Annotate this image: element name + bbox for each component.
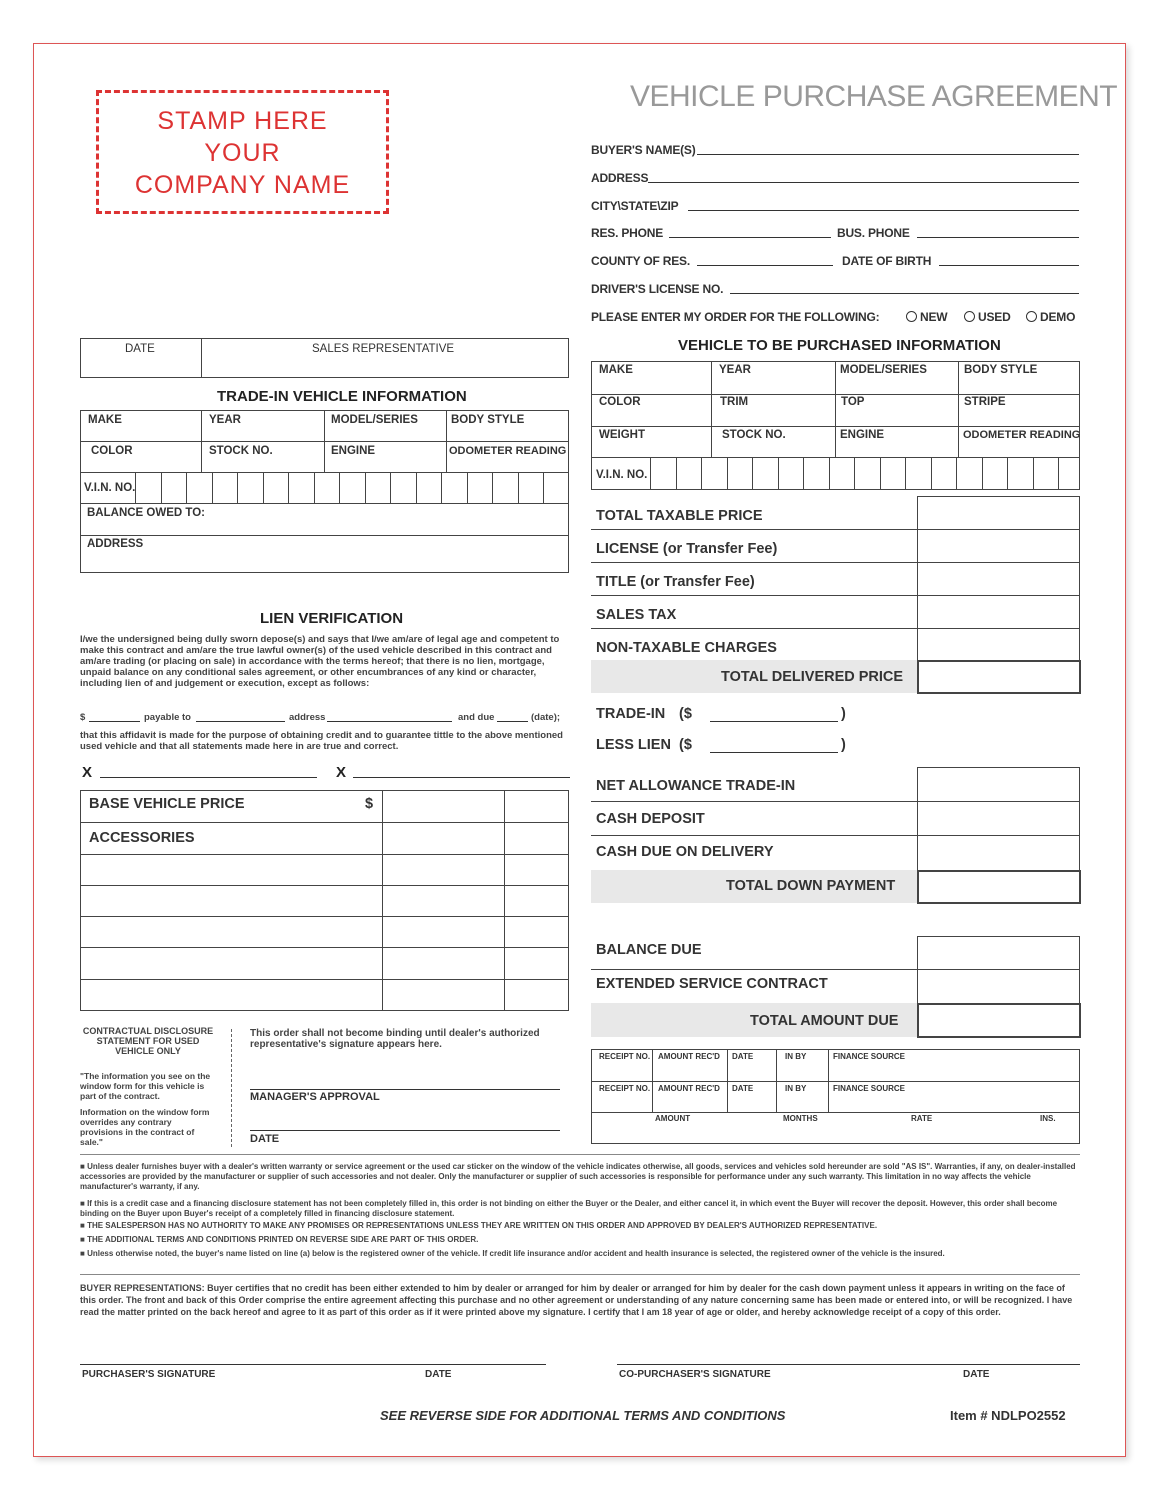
disclosure-p2: Information on the window form overrides any contrary provisions in the contract of sale."	[80, 1107, 210, 1147]
license-field[interactable]	[730, 293, 1079, 294]
divider	[711, 361, 712, 457]
vin-cell[interactable]	[905, 457, 906, 490]
price-values-3	[917, 936, 1080, 1004]
vehicle-color-label: COLOR	[599, 396, 641, 408]
less-lien-label: LESS LIEN	[596, 737, 671, 753]
res-phone-field[interactable]	[669, 237, 831, 238]
lien-due: and due	[458, 712, 495, 723]
trade-year-label: YEAR	[209, 414, 241, 426]
dob-label: DATE OF BIRTH	[842, 254, 932, 268]
term-2: ■ If this is a credit case and a financing disclosure statement has not been completely filled in, this order is not binding on either the Buyer or the Dealer, and either cancel it, in which event the Buyer will recover the deposit. However, this order shall become binding on the Buyer upon Buyer's receipt of a completely filled in financing disclosure statement.	[80, 1199, 1058, 1218]
amount-due-value[interactable]	[917, 1003, 1081, 1038]
vehicle-trim-label: TRIM	[720, 396, 749, 408]
vin-cell[interactable]	[339, 472, 340, 503]
buyer-name-label: BUYER'S NAME(S)	[591, 143, 696, 157]
vehicle-year-label: YEAR	[719, 364, 751, 376]
vin-cell[interactable]	[676, 457, 677, 490]
receipt-date-label-2: DATE	[732, 1084, 754, 1093]
amount-label: AMOUNT	[655, 1114, 691, 1123]
vin-cell[interactable]	[854, 457, 855, 490]
divider	[958, 361, 959, 457]
sales-tax-label: SALES TAX	[596, 607, 677, 623]
license-label: DRIVER'S LICENSE NO.	[591, 282, 724, 296]
dob-field[interactable]	[939, 265, 1079, 266]
trade-in-title: TRADE-IN VEHICLE INFORMATION	[217, 388, 467, 405]
price-values-2	[917, 767, 1080, 871]
lien-title: LIEN VERIFICATION	[260, 610, 404, 627]
vin-cell[interactable]	[288, 472, 289, 503]
divider	[201, 410, 202, 472]
vin-cell[interactable]	[441, 472, 442, 503]
divider	[382, 790, 383, 1011]
buyer-name-field[interactable]	[697, 154, 1079, 155]
divider	[80, 503, 569, 504]
disclosure-p1: "The information you see on the window form for this vehicle is part of the contract.	[80, 1071, 211, 1101]
affidavit-text: that this affidavit is made for the purpose of obtaining credit and to guarantee tittle to the above mentioned used vehicle and that all statements made here in are true and correct.	[80, 730, 563, 752]
county-field[interactable]	[697, 265, 833, 266]
vin-cell[interactable]	[1033, 457, 1034, 490]
vin-cell[interactable]	[135, 472, 136, 503]
stamp-line-2: YOUR	[204, 139, 281, 167]
price-values-1	[917, 496, 1080, 661]
balance-due-label: BALANCE DUE	[596, 942, 702, 958]
vehicle-stripe-label: STRIPE	[964, 396, 1006, 408]
divider	[591, 628, 917, 629]
vehicle-engine-label: ENGINE	[840, 429, 885, 441]
trade-vin-label: V.I.N. NO.	[84, 482, 136, 494]
vin-cell[interactable]	[212, 472, 213, 503]
reverse-side-note: SEE REVERSE SIDE FOR ADDITIONAL TERMS AND CONDITIONS	[380, 1408, 786, 1423]
lien-payable: payable to	[144, 712, 191, 723]
vin-cell[interactable]	[263, 472, 264, 503]
divider	[446, 410, 447, 472]
base-price-dollar: $	[365, 796, 374, 812]
receipt-no-label-2: RECEIPT NO.	[599, 1084, 651, 1093]
vin-cell[interactable]	[314, 472, 315, 503]
divider	[917, 595, 1080, 596]
trade-stock-label: STOCK NO.	[209, 445, 273, 457]
address-label: ADDRESS	[591, 171, 649, 185]
vin-cell[interactable]	[650, 457, 651, 490]
vin-cell[interactable]	[161, 472, 162, 503]
option-demo-label: DEMO	[1040, 310, 1076, 324]
stamp-line-1: STAMP HERE	[157, 107, 328, 135]
divider	[504, 790, 505, 1011]
vehicle-weight-label: WEIGHT	[599, 429, 645, 441]
address-field[interactable]	[648, 182, 1079, 183]
divider	[591, 562, 917, 563]
divider	[80, 854, 569, 855]
divider	[80, 885, 569, 886]
term-3: ■ THE SALESPERSON HAS NO AUTHORITY TO MAKE ANY PROMISES OR REPRESENTATIONS UNLESS THEY ARE WRITTEN ON THIS ORDER AND APPROVED BY DEALER'S AUTHORIZED REPRESENTATIVE.	[80, 1221, 878, 1230]
vin-cell[interactable]	[778, 457, 779, 490]
trade-engine-label: ENGINE	[331, 445, 376, 457]
balance-owed-label: BALANCE OWED TO:	[87, 507, 205, 519]
vin-cell[interactable]	[518, 472, 519, 503]
divider	[80, 535, 569, 536]
option-used[interactable]	[964, 310, 1011, 324]
finance-label-1: FINANCE SOURCE	[833, 1052, 906, 1061]
used-radio-icon[interactable]	[964, 311, 975, 322]
option-demo[interactable]	[1026, 310, 1075, 324]
divider	[917, 969, 1080, 970]
manager-approval-field[interactable]	[250, 1089, 560, 1090]
vin-cell[interactable]	[982, 457, 983, 490]
company-stamp-area	[96, 90, 389, 214]
vin-cell[interactable]	[467, 472, 468, 503]
purchaser-signature-field[interactable]	[80, 1364, 546, 1365]
receipt-table	[591, 1049, 1080, 1144]
vin-cell[interactable]	[1058, 457, 1059, 490]
res-phone-label: RES. PHONE	[591, 226, 664, 240]
term-2-text: If this is a credit case and a financing disclosure statement has not been completely filled in, this order is not binding on either the Buyer or the Dealer, and either cancel it, in which event the Buyer will recover the deposit. However, this order shall become binding on the Buyer upon Buyer's receipt of a completely filled in financing disclosure statement.	[80, 1199, 1058, 1218]
vin-cell[interactable]	[727, 457, 728, 490]
order-label: PLEASE ENTER MY ORDER FOR THE FOLLOWING:	[591, 310, 880, 324]
taxable-label: TOTAL TAXABLE PRICE	[596, 508, 763, 524]
title-fee-label: TITLE (or Transfer Fee)	[596, 574, 755, 590]
divider	[591, 969, 917, 970]
option-used-label: USED	[978, 310, 1011, 324]
vin-cell[interactable]	[931, 457, 932, 490]
vehicle-make-label: MAKE	[599, 364, 633, 376]
term-1-text: Unless dealer furnishes buyer with a dealer's written warranty or service agreement or the used car sticker on the window of the vehicle indicates otherwise, all goods, services and vehicles sold hereunder are sold "AS IS". Warranties, if any, on dealer-installed accessories are provided by the manufacturer or supplier of such accessories and not dealer. Only the manufacturer or supplier of such accessories is responsible for performance under any such warranty. This limitation in no way affects the vehicle manufacturer's warranty, if any.	[80, 1162, 1076, 1191]
divider	[828, 1049, 829, 1112]
trade-body-label: BODY STYLE	[451, 414, 525, 426]
lien-dollar: $	[80, 712, 86, 723]
divider	[80, 947, 569, 948]
divider	[591, 529, 917, 530]
divider	[727, 1049, 728, 1112]
form-title: VEHICLE PURCHASE AGREEMENT	[630, 80, 1118, 113]
lien-date: (date);	[531, 712, 561, 723]
lien-address: address	[289, 712, 326, 723]
signature-x-1: X	[82, 764, 93, 781]
divider	[591, 835, 917, 836]
trade-in-close: )	[841, 706, 846, 722]
trade-make-label: MAKE	[88, 414, 122, 426]
trade-in-label: TRADE-IN	[596, 706, 666, 722]
less-lien-field[interactable]	[710, 752, 838, 753]
receipt-date-label-1: DATE	[732, 1052, 754, 1061]
vehicle-model-label: MODEL/SERIES	[840, 364, 927, 376]
option-new[interactable]	[906, 310, 947, 324]
vin-cell[interactable]	[956, 457, 957, 490]
manager-approval-label: MANAGER'S APPROVAL	[250, 1091, 380, 1103]
co-purchaser-signature-label: CO-PURCHASER'S SIGNATURE	[619, 1369, 771, 1380]
term-4: ■ THE ADDITIONAL TERMS AND CONDITIONS PRINTED ON REVERSE SIDE ARE PART OF THIS ORDER.	[80, 1235, 479, 1244]
divider	[917, 801, 1080, 802]
co-purchaser-signature-field[interactable]	[617, 1364, 1080, 1365]
divider	[591, 1112, 1080, 1113]
delivered-label: TOTAL DELIVERED PRICE	[721, 669, 904, 685]
item-number: Item # NDLPO2552	[950, 1408, 1066, 1423]
county-label: COUNTY OF RES.	[591, 254, 690, 268]
vin-cell[interactable]	[803, 457, 804, 490]
lien-signature-2[interactable]	[353, 777, 570, 778]
base-price-table	[80, 790, 569, 1011]
lien-due-field[interactable]	[497, 721, 528, 722]
vin-cell[interactable]	[752, 457, 753, 490]
vehicle-odometer-label: ODOMETER READING	[963, 429, 1081, 441]
trade-odometer-label: ODOMETER READING	[449, 445, 567, 457]
vin-cell[interactable]	[365, 472, 366, 503]
term-3-text: THE SALESPERSON HAS NO AUTHORITY TO MAKE ANY PROMISES OR REPRESENTATIONS UNLESS THEY ARE WRITTEN ON THIS ORDER AND APPROVED BY DEALER'S AUTHORIZED REPRESENTATIVE.	[87, 1221, 878, 1230]
purchaser-signature-label: PURCHASER'S SIGNATURE	[82, 1369, 216, 1380]
vin-cell[interactable]	[492, 472, 493, 503]
binding-text: This order shall not become binding until dealer's authorized representative's signature appears here.	[250, 1028, 540, 1050]
sales-rep-label: SALES REPRESENTATIVE	[312, 343, 455, 355]
approval-date-field[interactable]	[250, 1130, 560, 1131]
in-by-label-2: IN BY	[785, 1084, 807, 1093]
vehicle-title: VEHICLE TO BE PURCHASED INFORMATION	[678, 337, 1001, 354]
divider	[917, 628, 1080, 629]
divider	[201, 338, 202, 378]
vin-cell[interactable]	[829, 457, 830, 490]
trade-in-field[interactable]	[710, 721, 838, 722]
divider	[776, 1049, 777, 1112]
trade-color-label: COLOR	[91, 445, 133, 457]
vin-cell[interactable]	[880, 457, 881, 490]
amount-recd-label-1: AMOUNT REC'D	[658, 1052, 720, 1061]
net-allowance-label: NET ALLOWANCE TRADE-IN	[596, 778, 796, 794]
new-radio-icon[interactable]	[906, 311, 917, 322]
finance-label-2: FINANCE SOURCE	[833, 1084, 906, 1093]
amount-recd-label-2: AMOUNT REC'D	[658, 1084, 720, 1093]
in-by-label-1: IN BY	[785, 1052, 807, 1061]
lien-text: I/we the undersigned being dully sworn depose(s) and says that I/we am/are of legal age and competent to make this contract and am/are the true lawful owner(s) of the used vehicle described in this contract and am/are trading (or placing on sale) in accordance with the terms hereof; that there is no lien, mortgage, unpaid balance on any conditional sales agreement, or other encumbrances of any kind or character, including lien of and judgement or execution, except as follows:	[80, 634, 560, 689]
divider	[591, 1081, 1080, 1082]
vin-cell[interactable]	[416, 472, 417, 503]
option-new-label: NEW	[920, 310, 948, 324]
lien-payable-field[interactable]	[196, 721, 285, 722]
buyer-representations: BUYER REPRESENTATIONS: Buyer certifies that no credit has been either extended to him by dealer or arranged for him by dealer or arranged for him by dealer for the cash down payment unless it appears in writing on the face of this order. The front and back of this Order comprise the entire agreement affecting this purchase and no other agreement or understanding of any nature concerning same has been made or entered into, or will be recognized. I have read the matter printed on the back hereof and agree to it as part of this order as if it were printed above my signature. I certify that I am 18 year of age or older, and hereby acknowledge receipt of a copy of this order.	[80, 1283, 1073, 1317]
bus-phone-label: BUS. PHONE	[837, 226, 910, 240]
amount-due-label: TOTAL AMOUNT DUE	[750, 1013, 899, 1029]
divider	[917, 529, 1080, 530]
less-lien-close: )	[841, 737, 846, 753]
down-payment-label: TOTAL DOWN PAYMENT	[726, 878, 896, 894]
lien-address-field[interactable]	[327, 721, 452, 722]
city-field[interactable]	[688, 210, 1079, 211]
stamp-line-3: COMPANY NAME	[134, 171, 351, 199]
license-fee-label: LICENSE (or Transfer Fee)	[596, 541, 778, 557]
term-5-text: Unless otherwise noted, the buyer's name listed on line (a) below is the registered owner of the vehicle. If credit life insurance and/or accident and health insurance is selected, the registered owner of the vehicle is the insured.	[87, 1249, 945, 1258]
months-label: MONTHS	[783, 1114, 818, 1123]
approval-date-label: DATE	[250, 1133, 280, 1145]
ins-label: INS.	[1040, 1114, 1056, 1123]
less-lien-paren: ($	[679, 737, 692, 753]
signature-x-2: X	[336, 764, 347, 781]
divider	[324, 410, 325, 472]
down-payment-value[interactable]	[917, 870, 1081, 904]
rate-label: RATE	[911, 1114, 933, 1123]
purchaser-date-label: DATE	[425, 1369, 452, 1380]
demo-radio-icon[interactable]	[1026, 311, 1037, 322]
receipt-no-label-1: RECEIPT NO.	[599, 1052, 651, 1061]
divider	[917, 562, 1080, 563]
term-1: ■ Unless dealer furnishes buyer with a dealer's written warranty or service agreement or the used car sticker on the window of the vehicle indicates otherwise, all goods, services and vehicles sold hereunder are sold "AS IS". Warranties, if any, on dealer-installed accessories are provided by the manufacturer or supplier of such accessories and not dealer. Only the manufacturer or supplier of such accessories is responsible for performance under any such warranty. This limitation in no way affects the vehicle manufacturer's warranty, if any.	[80, 1162, 1076, 1191]
city-label: CITY\STATE\ZIP	[591, 199, 679, 213]
vehicle-body-label: BODY STYLE	[964, 364, 1038, 376]
cash-deposit-label: CASH DEPOSIT	[596, 811, 705, 827]
base-price-label: BASE VEHICLE PRICE	[89, 796, 245, 812]
term-5: ■ Unless otherwise noted, the buyer's name listed on line (a) below is the registered owner of the vehicle. If credit life insurance and/or accident and health insurance is selected, the registered owner of the vehicle is the insured.	[80, 1249, 945, 1258]
divider	[652, 1049, 653, 1112]
divider	[591, 801, 917, 802]
terms-divider	[80, 1154, 1080, 1155]
divider	[80, 822, 569, 823]
non-taxable-label: NON-TAXABLE CHARGES	[596, 640, 777, 656]
disclosure-divider	[231, 1029, 232, 1147]
lien-signature-1[interactable]	[100, 777, 317, 778]
trade-in-paren: ($	[679, 706, 692, 722]
vin-cell[interactable]	[390, 472, 391, 503]
trade-model-label: MODEL/SERIES	[331, 414, 418, 426]
date-label: DATE	[125, 343, 155, 355]
accessories-label: ACCESSORIES	[89, 830, 195, 846]
vin-cell[interactable]	[1007, 457, 1008, 490]
co-purchaser-date-label: DATE	[963, 1369, 990, 1380]
vehicle-vin-label: V.I.N. NO.	[596, 469, 648, 481]
vin-cell[interactable]	[543, 472, 544, 503]
divider	[591, 595, 917, 596]
vin-cell[interactable]	[237, 472, 238, 503]
bus-phone-field[interactable]	[917, 237, 1079, 238]
divider	[80, 472, 569, 473]
term-4-text: THE ADDITIONAL TERMS AND CONDITIONS PRINTED ON REVERSE SIDE ARE PART OF THIS ORDER.	[87, 1235, 479, 1244]
disclosure-title: CONTRACTUAL DISCLOSURE STATEMENT FOR USED VEHICLE ONLY	[82, 1026, 214, 1056]
vin-cell[interactable]	[186, 472, 187, 503]
service-contract-label: EXTENDED SERVICE CONTRACT	[596, 976, 828, 992]
divider	[835, 361, 836, 457]
lien-amount-field[interactable]	[89, 721, 140, 722]
cash-due-label: CASH DUE ON DELIVERY	[596, 844, 774, 860]
divider	[917, 835, 1080, 836]
divider	[80, 979, 569, 980]
rep-divider	[80, 1274, 1080, 1275]
vehicle-top-label: TOP	[841, 396, 865, 408]
delivered-value[interactable]	[917, 660, 1081, 694]
agreement-form	[33, 43, 1126, 1457]
vin-cell[interactable]	[701, 457, 702, 490]
trade-address-label: ADDRESS	[87, 538, 144, 550]
vehicle-stock-label: STOCK NO.	[722, 429, 786, 441]
divider	[80, 916, 569, 917]
